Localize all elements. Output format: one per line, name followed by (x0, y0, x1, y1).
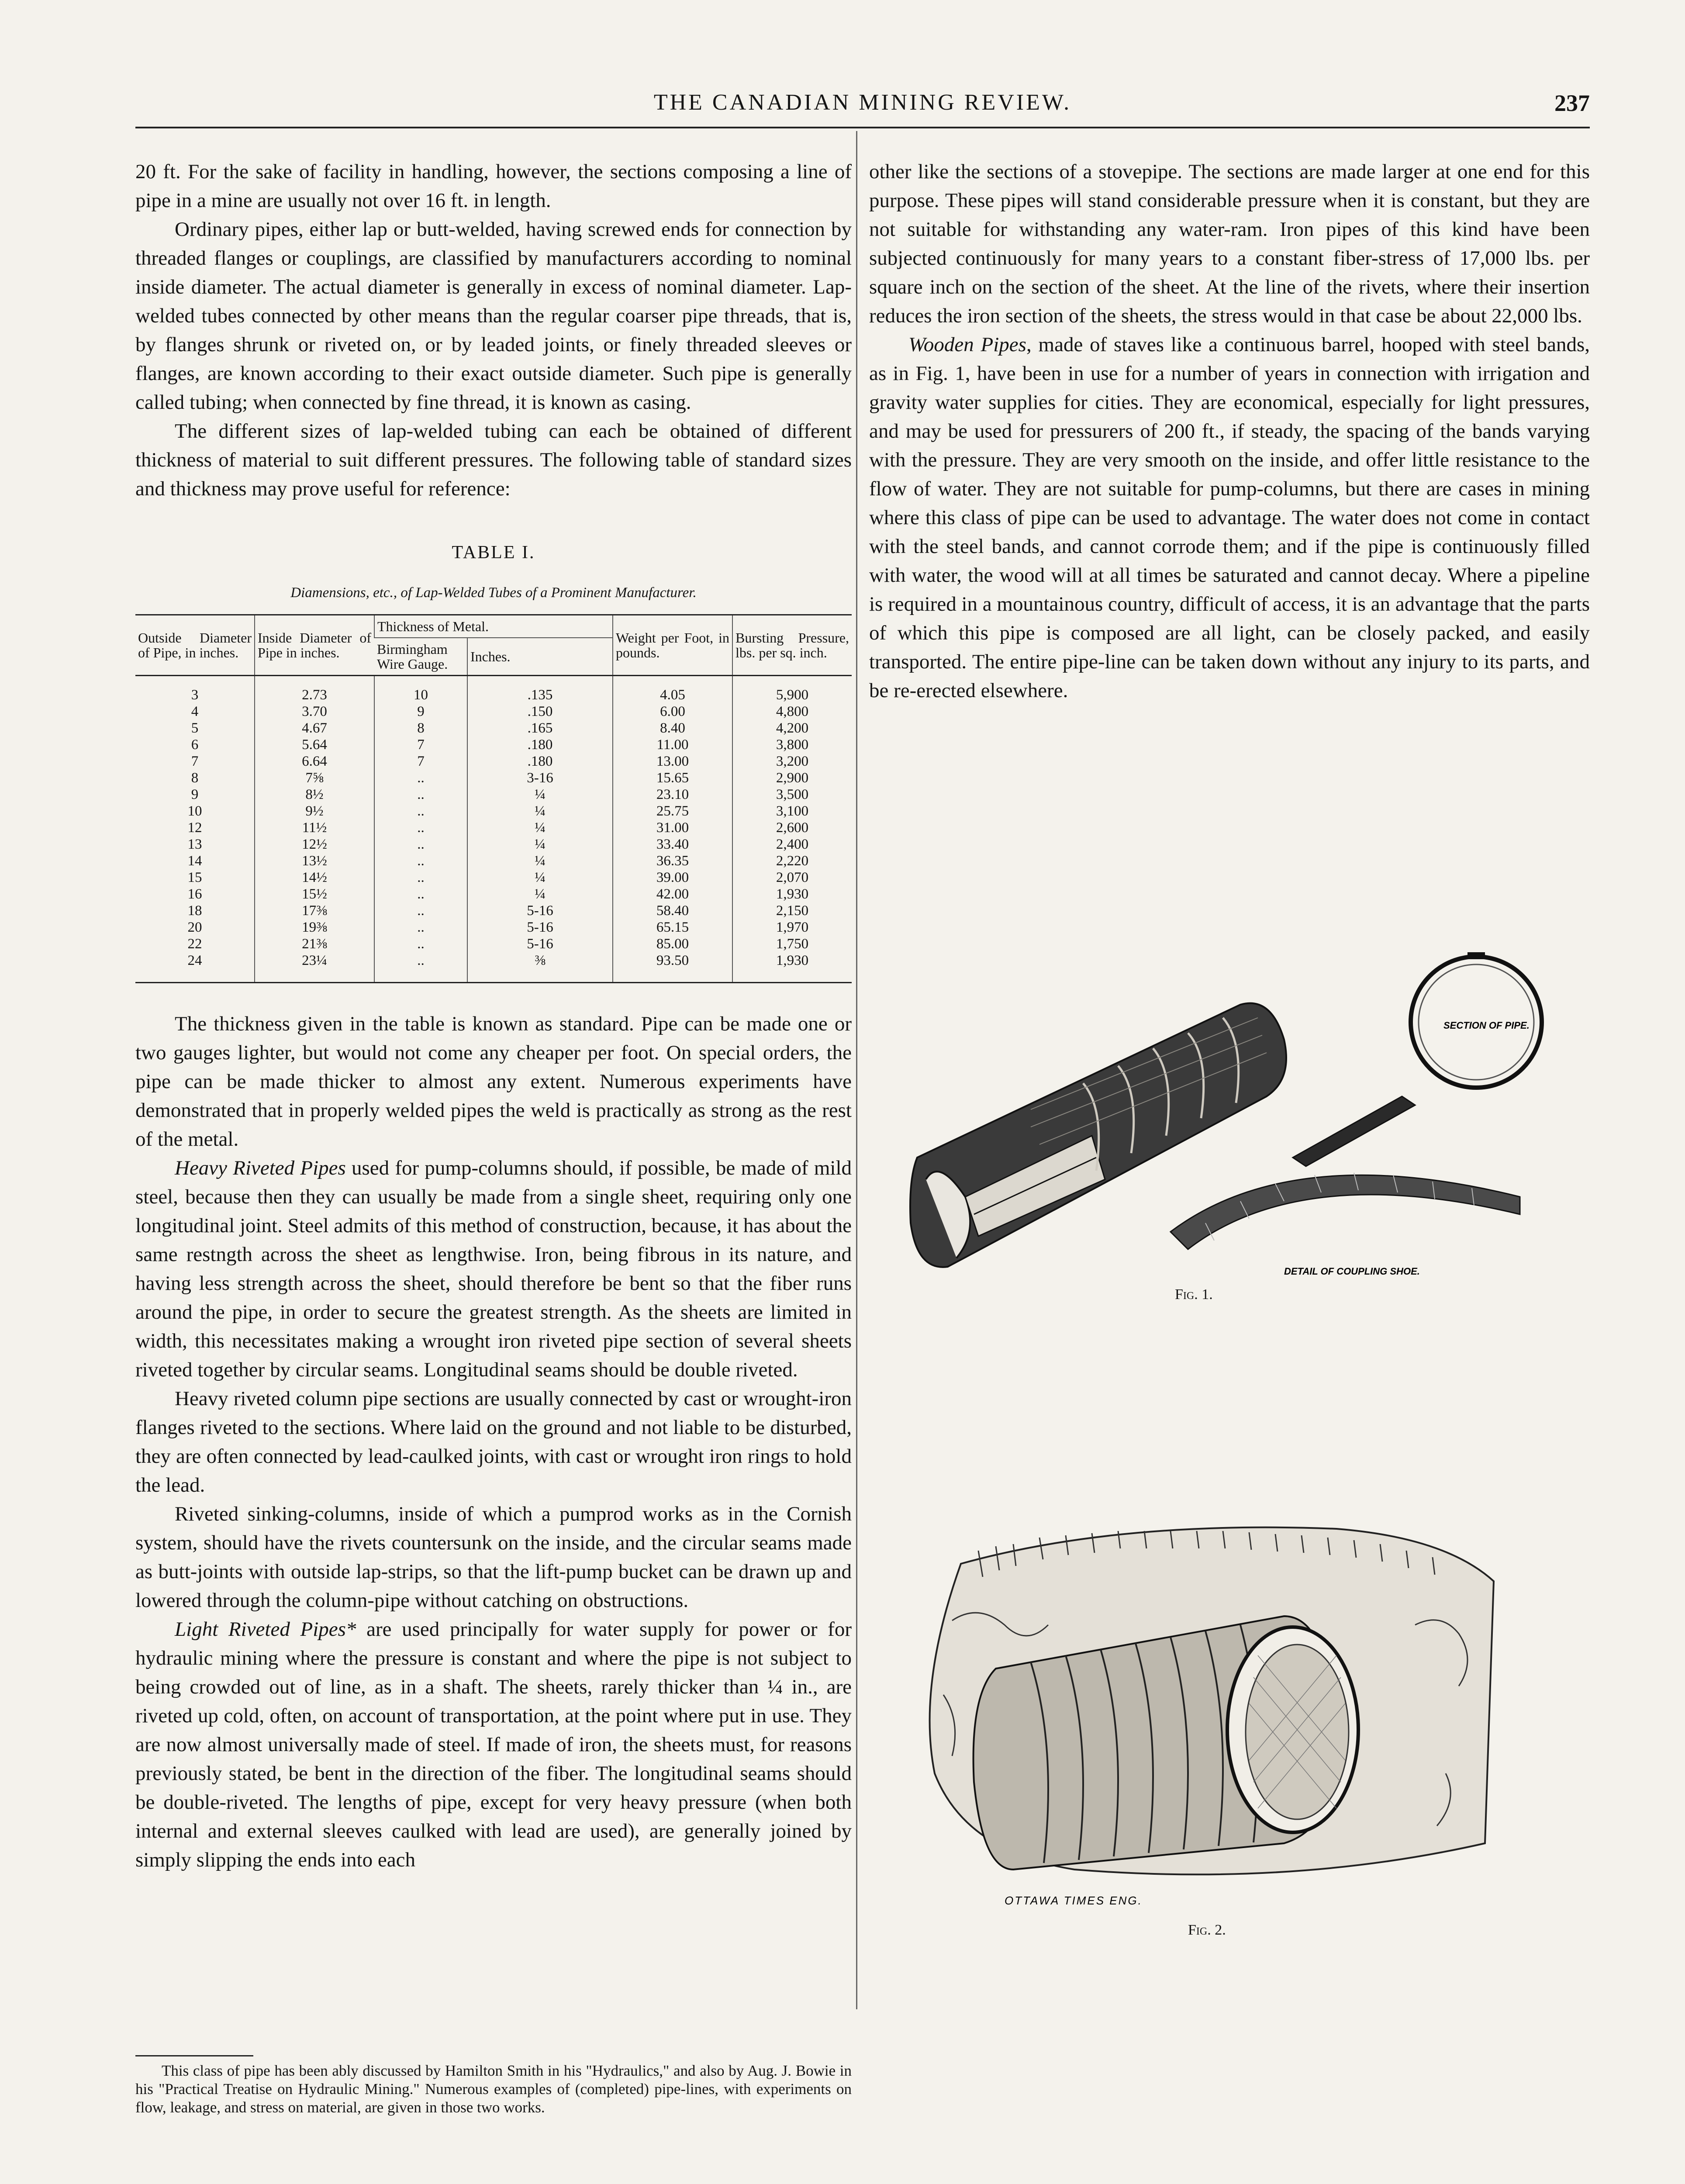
cell-outside: 20 (187, 919, 202, 935)
cell-inside: 6.64 (255, 753, 374, 770)
cell-inside: 3.70 (255, 703, 374, 720)
table-row (135, 753, 852, 770)
cell-inside: 15½ (255, 886, 374, 902)
table-block (135, 538, 852, 983)
paragraph: The different sizes of lap-welded tubing can each be obtained of different thickness of material to suit different pressures. The following table of standard sizes and thickness may prove useful for reference: (135, 420, 852, 500)
cell-gauge: .. (374, 770, 467, 786)
cell-inches: .135 (467, 676, 613, 704)
cell-outside: 7 (191, 753, 199, 769)
cell-gauge: .. (374, 786, 467, 803)
paragraph: other like the sections of a stovepipe. The sections are made larger at one end for this purpose. These pipes will stand considerable pressure when it is constant, but they are not suitable for withstanding any water-ram. Iron pipes of this kind have been subjected continuously for many years to a constant fiber-stress of 17,000 lbs. per square inch on the section of the sheet. At the line of the rivets, where their insertion reduces the iron section of the sheets, the stress would in that case be about 22,000 lbs. (869, 160, 1590, 327)
cell-inside: 13½ (255, 853, 374, 869)
cell-gauge: 8 (374, 720, 467, 736)
page-header (135, 90, 1590, 124)
cell-inside: 2.73 (255, 676, 374, 704)
cell-gauge: .. (374, 952, 467, 983)
cell-outside: 24 (187, 953, 202, 968)
table-row (135, 853, 852, 869)
cell-bursting: 2,220 (732, 853, 852, 869)
table-row (135, 736, 852, 753)
cell-weight: 15.65 (613, 770, 732, 786)
header-outside: Outside Diameter of Pipe, in inches. (135, 615, 255, 676)
cell-inches: ¼ (467, 786, 613, 803)
cell-outside: 18 (187, 903, 202, 919)
cell-weight: 93.50 (613, 952, 732, 983)
cell-outside: 16 (187, 886, 202, 902)
cell-bursting: 3,800 (732, 736, 852, 753)
table-row (135, 803, 852, 819)
paragraph (135, 1154, 852, 1384)
table-row (135, 919, 852, 936)
run-in-heading: Heavy Riveted Pipes (175, 1157, 346, 1179)
cell-inches: .180 (467, 736, 613, 753)
cell-inches: 5-16 (467, 902, 613, 919)
cell-weight: 6.00 (613, 703, 732, 720)
cell-bursting: 2,150 (732, 902, 852, 919)
running-title: THE CANADIAN MINING REVIEW. (653, 90, 1072, 115)
cell-gauge: .. (374, 936, 467, 952)
cell-bursting: 1,970 (732, 919, 852, 936)
column-divider (856, 131, 857, 2009)
cell-weight: 36.35 (613, 853, 732, 869)
cell-weight: 33.40 (613, 836, 732, 853)
cell-outside: 5 (191, 720, 199, 736)
stave-pipe-drawing (910, 1003, 1286, 1267)
figure-1-caption: Fig. 1. (1175, 1286, 1213, 1303)
paragraph-text: , made of staves like a continuous barrel, hooped with steel bands, as in Fig. 1, have been in use for a number of years in connection with irrigation and gravity water supplies for cities. They are economical, especially for light pressures, and may be used for pressurers of 200 ft., if steady, the spacing of the bands varying with the pressure. They are very smooth on the inside, and offer little resistance to the flow of water. They are not suitable for pump-columns, but there are cases in mining where this class of pipe can be used to advantage. The water does not come in contact with the steel bands, and cannot corrode them; and if the pipe is continuously filled with water, the wood will at all times be saturated and cannot decay. Where a pipeline is required in a mountainous country, difficult of access, it is an advantage that the parts of which this pipe is composed are all light, can be closely packed, and easily transported. The entire pipe-line can be taken down without any injury to its parts, and be re-erected elsewhere. (869, 333, 1590, 702)
cell-gauge: .. (374, 836, 467, 853)
cell-bursting: 3,500 (732, 786, 852, 803)
cell-weight: 42.00 (613, 886, 732, 902)
cell-inside: 5.64 (255, 736, 374, 753)
cell-inside: 4.67 (255, 720, 374, 736)
cell-weight: 31.00 (613, 819, 732, 836)
table-row (135, 836, 852, 853)
cell-weight: 85.00 (613, 936, 732, 952)
cell-inside: 17⅜ (255, 902, 374, 919)
cell-inside: 7⅝ (255, 770, 374, 786)
run-in-heading: Light Riveted Pipes* (175, 1618, 356, 1641)
header-thickness: Thickness of Metal. (374, 615, 613, 638)
cell-inches: ¼ (467, 803, 613, 819)
cell-bursting: 2,070 (732, 869, 852, 886)
paragraph (135, 1615, 852, 1874)
table-row (135, 869, 852, 886)
cell-gauge: 7 (374, 736, 467, 753)
header-weight: Weight per Foot, in pounds. (613, 615, 732, 676)
engraver-credit: OTTAWA TIMES ENG. (1005, 1894, 1143, 1907)
cell-inside: 8½ (255, 786, 374, 803)
paragraph-text: are used principally for water supply for power or for hydraulic mining where the pressure is constant and where the pipe is not subject to being crowded out of line, as in a shaft. The sheets, rarely thicker than ¼ in., are riveted up cold, often, on account of transportation, at the point where put in use. They are now almost universally made of steel. If made of iron, the sheets must, for reasons previously stated, be bent in the direction of the fiber. The longitudinal seams should be double-riveted. The lengths of pipe, except for very heavy pressure (when both internal and external sleeves caulked with lead are used), are generally joined by simply slipping the ends into each (135, 1618, 852, 1871)
cell-inside: 12½ (255, 836, 374, 853)
coupling-shoe-label: DETAIL OF COUPLING SHOE. (1284, 1266, 1420, 1277)
cell-inches: .165 (467, 720, 613, 736)
cell-outside: 14 (187, 853, 202, 869)
cell-bursting: 4,200 (732, 720, 852, 736)
cell-gauge: .. (374, 853, 467, 869)
cell-inches: ¼ (467, 819, 613, 836)
cell-bursting: 3,200 (732, 753, 852, 770)
cell-inches: ¼ (467, 886, 613, 902)
cell-gauge: 10 (374, 676, 467, 704)
cell-inches: .150 (467, 703, 613, 720)
cell-inside: 9½ (255, 803, 374, 819)
cell-inches: ¼ (467, 853, 613, 869)
cell-weight: 13.00 (613, 753, 732, 770)
table-caption: Diamensions, etc., of Lap-Welded Tubes of a Prominent Manufacturer. (290, 585, 697, 601)
table-row (135, 786, 852, 803)
paragraph: The thickness given in the table is known as standard. Pipe can be made one or two gauges lighter, but would not come any cheaper per foot. On special orders, the pipe can be made thicker to almost any extent. Numerous experiments have demonstrated that in properly welded pipes the weld is practically as strong as the rest of the metal. (135, 1013, 852, 1151)
cell-inside: 23¼ (255, 952, 374, 983)
paragraph: Heavy riveted column pipe sections are usually connected by cast or wrought-iron flanges riveted to the sections. Where laid on the ground and not liable to be disturbed, they are often connected by lead-caulked joints, with cast or wrought iron rings to hold the lead. (135, 1387, 852, 1496)
table-row (135, 770, 852, 786)
cell-inches: .180 (467, 753, 613, 770)
table-row (135, 936, 852, 952)
cell-inches: ¼ (467, 869, 613, 886)
header-bursting: Bursting Pressure, lbs. per sq. inch. (732, 615, 852, 676)
cell-outside: 15 (187, 870, 202, 885)
paragraph-text: used for pump-columns should, if possible, be made of mild steel, because then they can usually be made from a single sheet, requiring only one longitudinal joint. Steel admits of this method of construction, because, it has about the same restngth across the sheet as lengthwise. Iron, being fibrous in its nature, and having less strength across the sheet, should therefore be bent so that the fiber runs around the pipe, in order to secure the greatest strength. As the sheets are limited in width, this necessitates making a wrought iron riveted pipe section of several sheets riveted together by circular seams. Longitudinal seams should be double riveted. (135, 1157, 852, 1381)
table-body (135, 676, 852, 983)
cell-outside: 6 (191, 737, 199, 753)
cell-outside: 9 (191, 787, 199, 802)
cell-weight: 8.40 (613, 720, 732, 736)
cell-gauge: 7 (374, 753, 467, 770)
header-rule (135, 127, 1590, 128)
footnote: This class of pipe has been ably discussed by Hamilton Smith in his "Hydraulics," and also by Aug. J. Bowie in his "Practical Treatise on Hydraulic Mining." Numerous examples of (completed) pipe-lines, with experiments on flow, leakage, and stress on material, are given in those two works. (135, 2062, 852, 2116)
paragraph: 20 ft. For the sake of facility in handling, however, the sections composing a line of pipe in a mine are usually not over 16 ft. in length. (135, 160, 852, 212)
cell-bursting: 1,750 (732, 936, 852, 952)
cell-bursting: 3,100 (732, 803, 852, 819)
page-number: 237 (1554, 90, 1590, 116)
lap-welded-tubes-table (135, 614, 852, 983)
cell-weight: 65.15 (613, 919, 732, 936)
header-gauge: Birmingham Wire Gauge. (374, 638, 467, 676)
cell-gauge: .. (374, 902, 467, 919)
table-row (135, 952, 852, 983)
cell-outside: 4 (191, 704, 199, 719)
table-row (135, 720, 852, 736)
cell-gauge: .. (374, 919, 467, 936)
cell-inches: 5-16 (467, 936, 613, 952)
table-row (135, 703, 852, 720)
paragraph: Riveted sinking-columns, inside of which a pumprod works as in the Cornish system, should have the rivets countersunk on the inside, and the circular seams made as butt-joints with outside lap-strips, so that the lift-pump bucket can be drawn up and lowered through the column-pipe without catching on obstructions. (135, 1503, 852, 1612)
right-column (869, 157, 1590, 705)
cell-outside: 22 (187, 936, 202, 952)
figure-2-pipe-in-cut-illustration (900, 1511, 1524, 1913)
table-row (135, 886, 852, 902)
footnote-rule (135, 2055, 253, 2056)
cell-inches: 3-16 (467, 770, 613, 786)
cell-inches: 5-16 (467, 919, 613, 936)
cell-weight: 25.75 (613, 803, 732, 819)
cell-gauge: 9 (374, 703, 467, 720)
cell-inches: ¼ (467, 836, 613, 853)
paragraph: Ordinary pipes, either lap or butt-welded, having screwed ends for connection by threaded flanges or couplings, are classified by manufacturers according to nominal inside diameter. The actual diameter is generally in excess of nominal diameter. Lap-welded tubes connected by other means than the regular coarser pipe threads, that is, by flanges shrunk or riveted on, or by leaded joints, or finely threaded sleeves or flanges, are known according to their exact outside diameter. Such pipe is generally called tubing; when connected by fine thread, it is known as casing. (135, 218, 852, 414)
cell-inside: 11½ (255, 819, 374, 836)
cell-weight: 4.05 (613, 676, 732, 704)
cell-inside: 19⅜ (255, 919, 374, 936)
cell-inside: 14½ (255, 869, 374, 886)
section-of-pipe-label: SECTION OF PIPE. (1443, 1020, 1530, 1031)
cell-inches: ⅜ (467, 952, 613, 983)
cell-bursting: 2,900 (732, 770, 852, 786)
table-row (135, 819, 852, 836)
table-row (135, 902, 852, 919)
figure-2-caption: Fig. 2. (1188, 1922, 1226, 1938)
cell-outside: 3 (191, 687, 199, 703)
cell-gauge: .. (374, 869, 467, 886)
cell-gauge: .. (374, 886, 467, 902)
cell-outside: 12 (187, 820, 202, 836)
cell-gauge: .. (374, 819, 467, 836)
paragraph (869, 330, 1590, 705)
cell-weight: 39.00 (613, 869, 732, 886)
cell-bursting: 1,930 (732, 886, 852, 902)
cell-bursting: 5,900 (732, 676, 852, 704)
header-inches: Inches. (467, 638, 613, 676)
cell-weight: 58.40 (613, 902, 732, 919)
cell-gauge: .. (374, 803, 467, 819)
cell-bursting: 4,800 (732, 703, 852, 720)
cell-weight: 23.10 (613, 786, 732, 803)
table-title: TABLE I. (452, 543, 535, 563)
cell-outside: 13 (187, 836, 202, 852)
figure-1-wooden-pipe-illustration (900, 952, 1599, 1293)
table-row (135, 676, 852, 704)
left-column (135, 157, 852, 1874)
cell-bursting: 2,600 (732, 819, 852, 836)
cell-bursting: 2,400 (732, 836, 852, 853)
cell-outside: 10 (187, 803, 202, 819)
cell-inside: 21⅜ (255, 936, 374, 952)
cell-bursting: 1,930 (732, 952, 852, 983)
cell-weight: 11.00 (613, 736, 732, 753)
header-inside: Inside Diameter of Pipe in inches. (255, 615, 374, 676)
cell-outside: 8 (191, 770, 199, 786)
run-in-heading: Wooden Pipes (908, 333, 1026, 356)
